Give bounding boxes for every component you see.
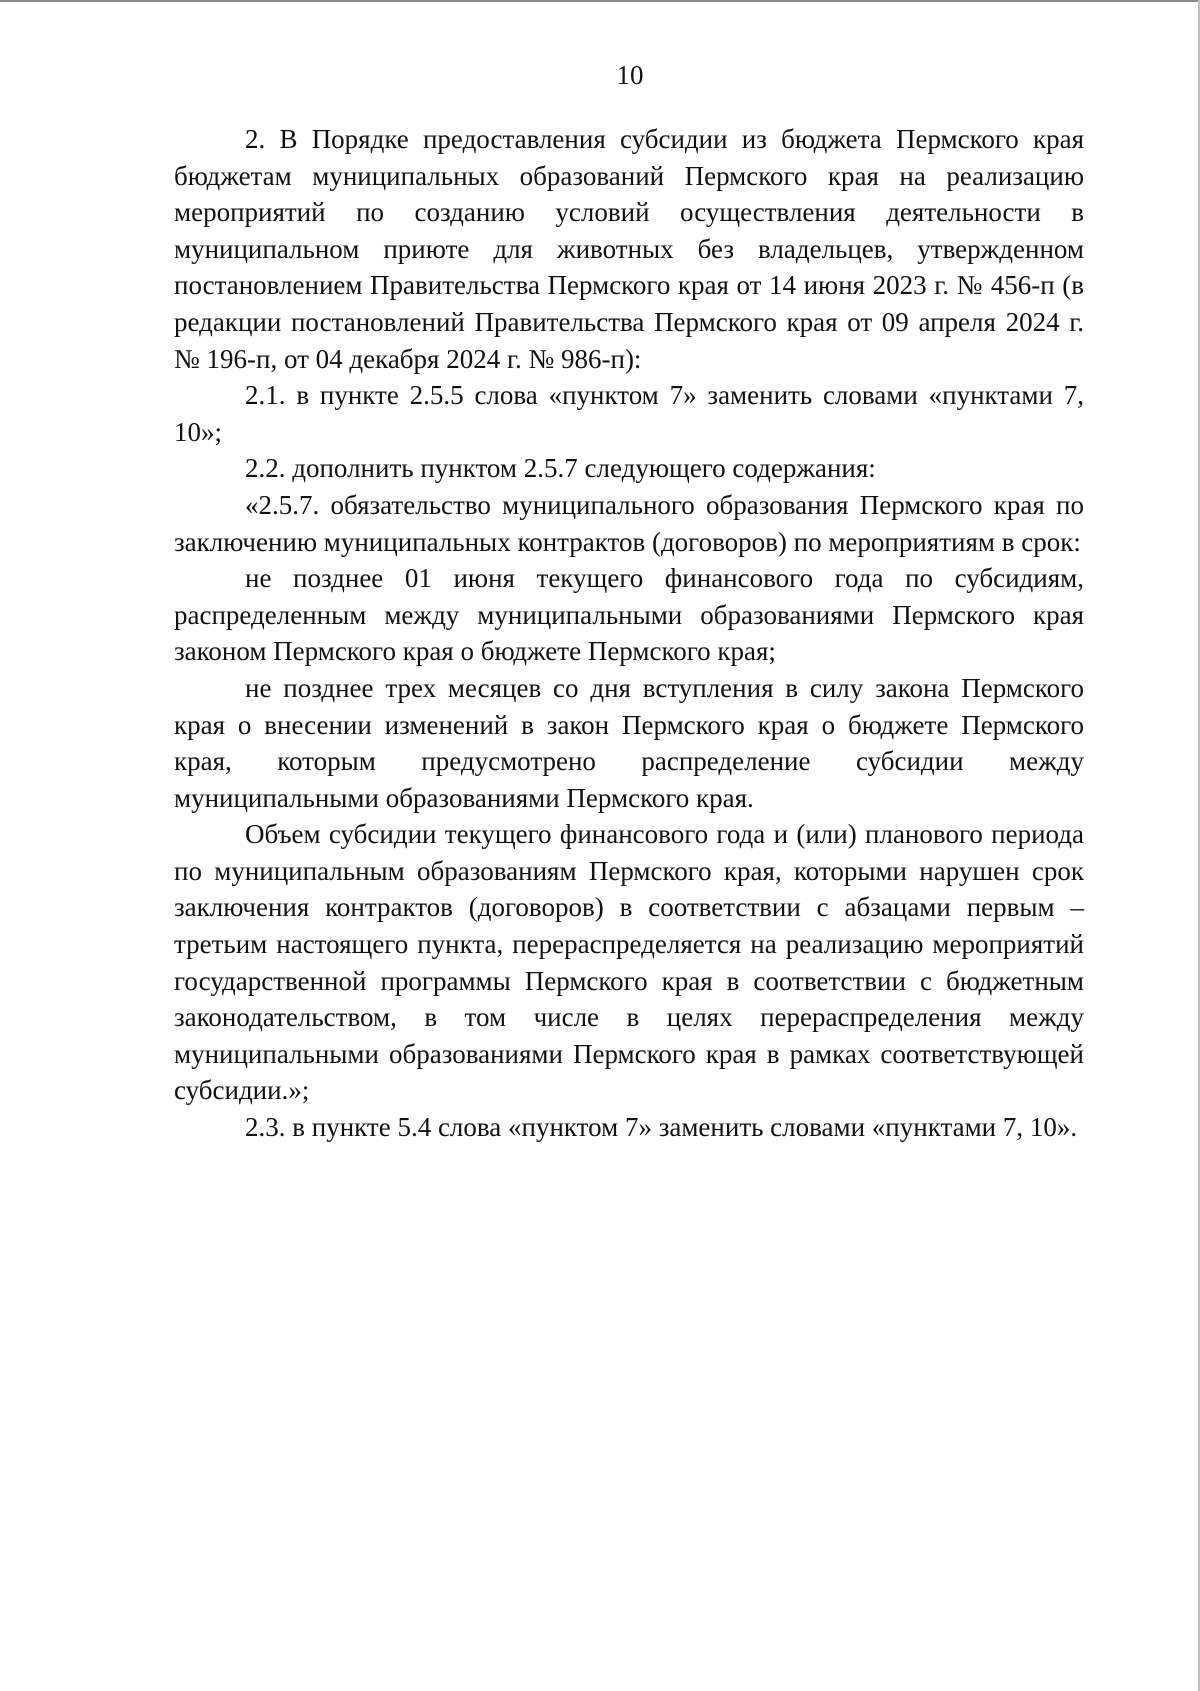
document-body [174,121,1084,1146]
paragraph-2-5-7: «2.5.7. обязательство муниципального образования Пермского края по заключению муниципальных контрактов (договоров) по мероприятиям в срок: [174,489,1084,557]
paragraph-2-3: 2.3. в пункте 5.4 слова «пунктом 7» заменить словами «пунктами 7, 10». [245,1112,1078,1143]
paragraph-2: 2. В Порядке предоставления субсидии из бюджета Пермского края бюджетам муниципальных образований Пермского края на реализацию мероприятий по созданию условий осуществления деятельности в муниципальном приюте для животных без владельцев, утвержденном постановлением Правительства Пермского края от 14 июня 2023 г. № 456-п (в редакции постановлений Правительства Пермского края от 09 апреля 2024 г. № 196-п, от 04 декабря 2024 г. № 986-п): [174,124,1084,374]
paragraph-deadline-1: не позднее 01 июня текущего финансового года по субсидиям, распределенным между муниципальными образованиями Пермского края законом Пермского края о бюджете Пермского края; [174,563,1084,667]
page-number: 10 [616,60,644,90]
paragraph-2-2: 2.2. дополнить пунктом 2.5.7 следующего содержания: [245,453,876,484]
paragraph-2-1: 2.1. в пункте 2.5.5 слова «пунктом 7» заменить словами «пунктами 7, 10»; [174,380,1084,447]
paragraph-deadline-2: не позднее трех месяцев со дня вступления в силу закона Пермского края о внесении изменений в закон Пермского края о бюджете Пермского края, которым предусмотрено распределение субсидии между муниципальными образованиями Пермского края. [174,672,1084,813]
scan-edge [0,0,1200,2]
paragraph-redistribution: Объем субсидии текущего финансового года и (или) планового периода по муниципальным образованиям Пермского края, которыми нарушен срок заключения контрактов (договоров) в соответствии с абзацами первым – третьим настоящего пункта, перераспределяется на реализацию мероприятий государственной программы Пермского края в соответствии с бюджетным законодательством, в том числе в целях перераспределения между муниципальными образованиями Пермского края в рамках соответствующей субсидии.»; [174,819,1084,1106]
